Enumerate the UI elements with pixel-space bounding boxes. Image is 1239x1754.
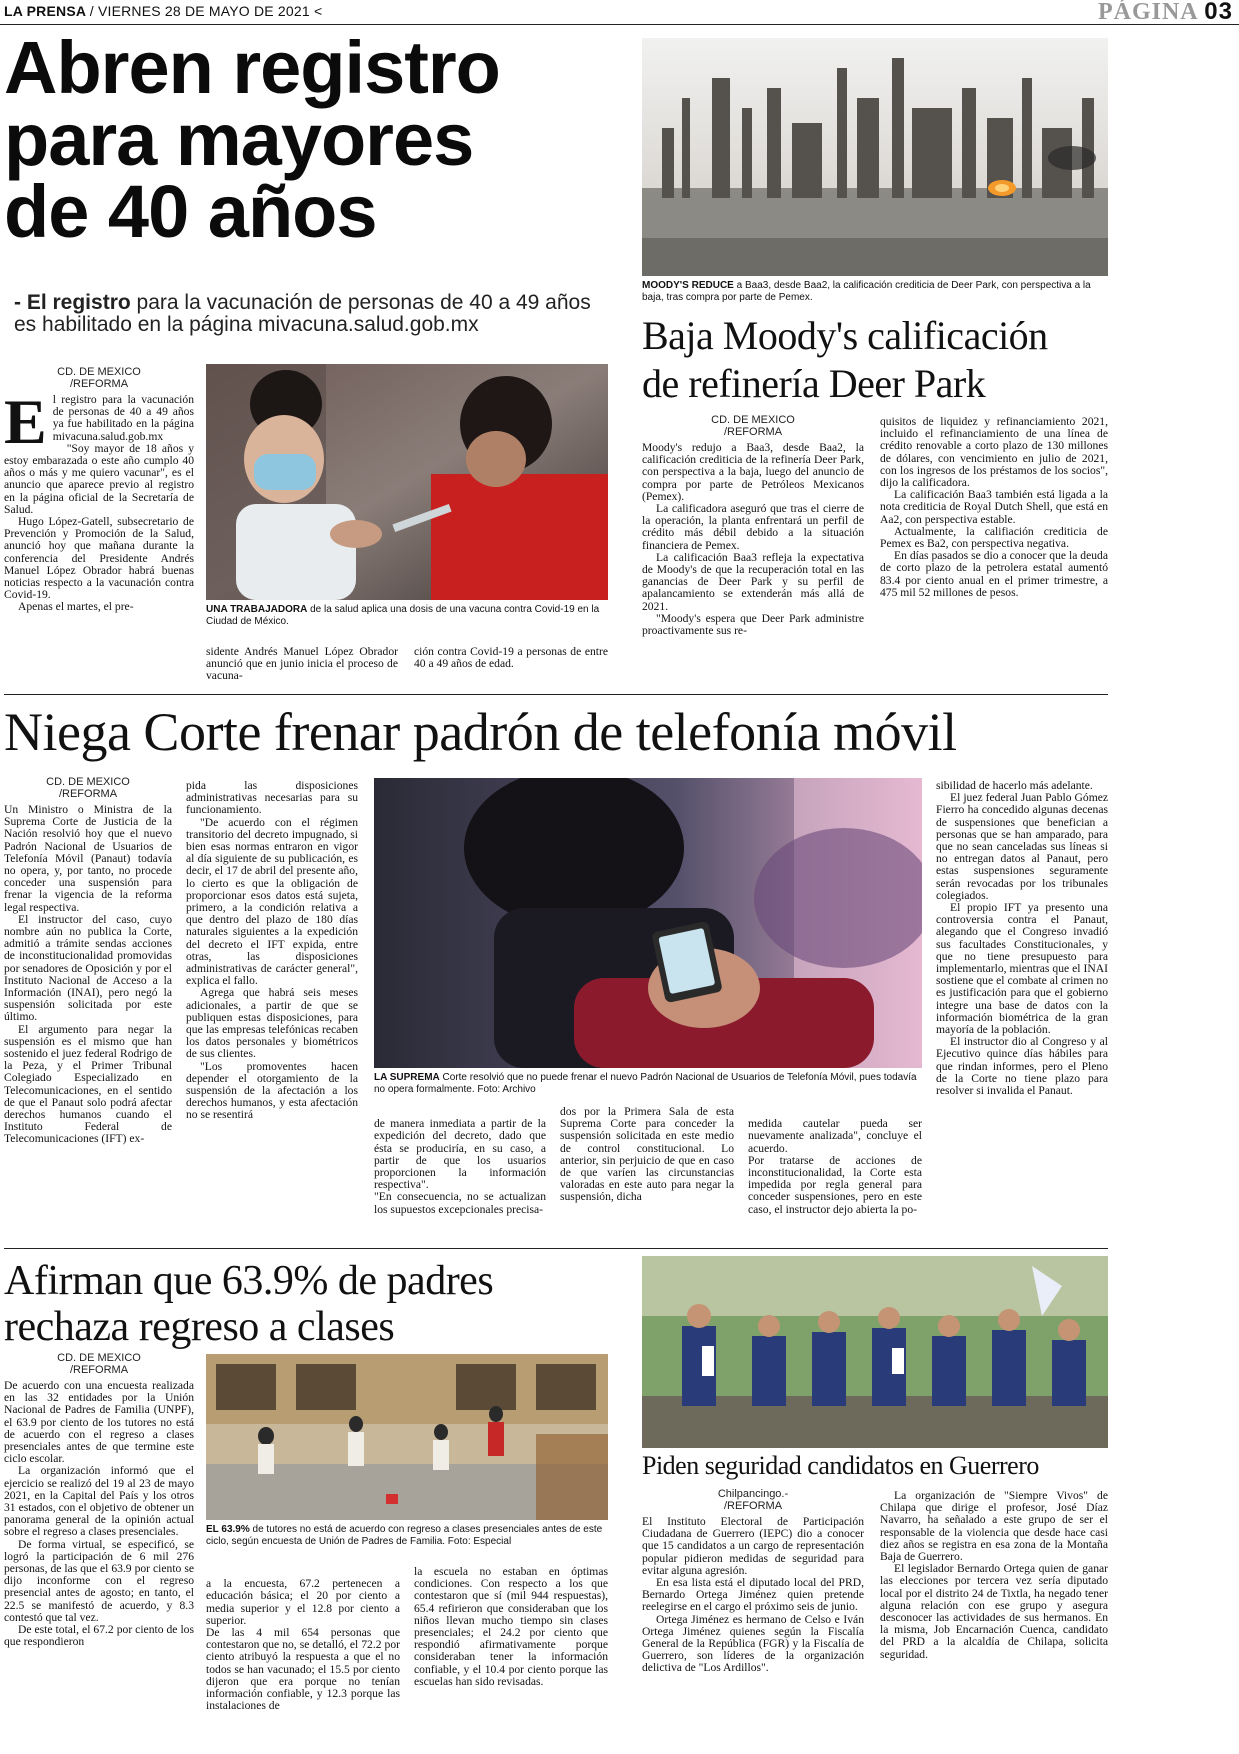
caption-text: de la salud aplica una dosis de una vacuna contra Covid-19 en la Ciudad de México.	[206, 604, 600, 627]
headline-line: Baja Moody's calificación	[642, 313, 1048, 358]
paragraph: Ortega Jiménez es hermano de Celso e Iván Ortega Jiménez quienes según la Fiscalía General de la República (FGR) y la Fiscalía de Guerrero, son líderes de la organización delictiva de "Los Ardillos".	[642, 1612, 864, 1675]
page-number-value: 03	[1204, 0, 1233, 25]
story3-photo-caption	[374, 1072, 922, 1095]
story4-headline	[4, 1258, 624, 1350]
paragraph: En esa lista está el diputado local del PRD, Bernardo Ortega Jiménez quien pretende reelegirse en el cargo el próximo seis de junio.	[642, 1576, 864, 1614]
paragraph: Hugo López-Gatell, subsecretario de Prevención y Promoción de la Salud, anunció hoy que mañana durante la conferencia del Presidente Andrés Manuel López Obrador habrá buenas noticias respecto a la vacunación contra Covid-19.	[4, 515, 194, 602]
paragraph: "De acuerdo con el régimen transitorio del decreto impugnado, si bien esas normas entraron en vigor al día siguiente de su publicación, es decir, el 17 de abril del presente año, lo cierto es que la obligación de proporcionar esos datos está sujeta, primero, a la condición relativa a que dentro del plazo de 180 días naturales siguientes a la expedición del decreto el IFT expida, entre otras, las disposiciones administrativas de carácter general", explica el fallo.	[186, 815, 358, 988]
story4-photo-caption	[206, 1524, 608, 1547]
paragraph: El juez federal Juan Pablo Gómez Fierro ha concedido algunas decenas de suspensiones que benefician a personas que se han amparado, para que no sean canceladas sus líneas si no entregan datos al Panaut, pero estas suspensiones seguramente serán revocadas por los tribunales colegiados.	[936, 791, 1108, 902]
headline-line: de 40 años	[4, 170, 377, 253]
paragraph: Actualmente, la califiación crediticia de Pemex es Ba2, con perspectiva negativa.	[880, 524, 1108, 551]
story1-headline	[4, 26, 624, 253]
paragraph: La calificación Baa3 también está ligada a la nota crediticia de Royal Dutch Shell, que está en Aa2, con perspectiva estable.	[880, 488, 1108, 526]
paragraph: En días pasados se dio a conocer que la deuda de corto plazo de la petrolera estatal aumentó 83.4 por ciento anual en el primer trimestre, a 475 mil 52 millones de pesos.	[880, 549, 1108, 599]
story4-photo-classroom	[206, 1354, 608, 1520]
paragraph: De forma virtual, se especificó, se logró la participación de 6 mil 276 personas, de las que el 63.9 por ciento se dijo inconforme con el regreso presencial antes de agosto; en tanto, el 22.5 se manifestó de acuerdo, y 8.3 contestó que tal vez.	[4, 1537, 194, 1624]
story3-column-3	[374, 1106, 546, 1234]
story3-headline: Niega Corte frenar padrón de telefonía móvil	[4, 702, 957, 762]
story5-photo-candidates	[642, 1256, 1108, 1448]
story2-headline	[642, 312, 1112, 408]
story3-photo-phone	[374, 778, 922, 1068]
story4-column-3	[414, 1566, 608, 1750]
story1-column-3	[414, 646, 608, 686]
headline-line: Afirman que 63.9% de padres	[4, 1258, 494, 1304]
paragraph: medida cautelar pueda ser nuevamente analizada", concluye el acuerdo. Por tratarse de acciones de inconstitucionalidad, la Corte esta impedida por regla general para conceder suspensiones, pero en este caso, el instructor dejo abierta la po-	[748, 1117, 922, 1216]
caption-text: Corte resolvió que no puede frenar el nuevo Padrón Nacional de Usuarios de Telefonía Móvil, pues todavía no opera formalmente. Foto: Archivo	[374, 1072, 917, 1095]
issue-date: / VIERNES 28 DE MAYO DE 2021 <	[89, 3, 323, 19]
refinery-photo-image	[642, 38, 1108, 276]
paragraph: Un Ministro o Ministra de la Suprema Corte de Justicia de la Nación resolvió hoy que el nuevo Padrón Nacional de Usuarios de Telefonía Móvil (Panaut) todavía no opera, y, por tanto, no procede conceder una suspensión para frenar la vigencia de la reforma legal respectiva.	[4, 804, 172, 914]
vaccination-photo-image	[206, 364, 608, 600]
paragraph: "Soy mayor de 18 años y estoy embarazada o este año cumplo 40 años o más y me quiero vacunar", es el anuncio que aparece previo al registro en la página oficial de la Secretaría de Salud.	[4, 441, 194, 516]
deck-text: para la vacunación de personas de 40 a 49 años es habilitado en la página mivacuna.salud.gob.mx	[14, 291, 591, 336]
story1-deck	[14, 292, 614, 336]
paragraph: l registro para la vacunación de personas de 40 a 49 años ya fue habilitado en la página mivacuna.salud.gob.mx	[52, 394, 194, 443]
paragraph: Moody's redujo a Baa3, desde Baa2, la calificación crediticia de la refinería Deer Park, con perspectiva a la baja, luego del anuncio de compra por parte de Petróleos Mexicanos (Pemex).	[642, 442, 864, 503]
paragraph: De este total, el 67.2 por ciento de los que respondieron	[4, 1623, 194, 1649]
paragraph: de manera inmediata a partir de la expedición del decreto, dado que ésta se produciría, en su caso, a partir de que los usuarios proporcionen la información respectiva". "En consecuencia, no se actualizan los supuestos excepcionales precisa-	[374, 1117, 546, 1216]
masthead: LA PRENSA	[4, 3, 86, 19]
story1-column-1	[4, 394, 194, 686]
story4-column-1	[4, 1380, 194, 1750]
paragraph: Agrega que habrá seis meses adicionales, a partir de que se publiquen estas disposiciones, para que las empresas telefónicas recaben los datos personales y biométricos de sus clientes.	[186, 986, 358, 1061]
candidates-photo-image	[642, 1256, 1108, 1448]
paragraph: El Instituto Electoral de Participación Ciudadana de Guerrero (IEPC) dio a conocer que 15 candidatos a un cargo de representación popular pidieron medidas de seguridad para evitar alguna agresión.	[642, 1516, 864, 1577]
phone-photo-image	[374, 778, 922, 1068]
paragraph: El argumento para negar la suspensión es el mismo que han sostenido el juez federal Rodrigo de la Peza, y el Primer Tribunal Colegiado Especializado en Telecomunicaciones, en el sentido de que el Panaut solo podrá afectar derechos humanos cuando el Instituto Federal de Telecomunicaciones (IFT) ex-	[4, 1022, 172, 1146]
section-divider	[4, 1248, 1108, 1249]
story2-photo-caption	[642, 280, 1108, 303]
caption-text: de tutores no está de acuerdo con regreso a clases presenciales antes de este ciclo, según encuesta de Unión de Padres de Familia. Foto: Especial	[206, 1524, 603, 1547]
paragraph: dos por la Primera Sala de esta Suprema Corte para conceder la suspensión solicitada en este medio de control constitucional. Lo anterior, sin perjuicio de que en caso de que varíen las circunstancias valoradas en este auto para negar la suspensión, dicha	[560, 1106, 734, 1204]
story2-photo-refinery	[642, 38, 1108, 276]
headline-line: de refinería Deer Park	[642, 361, 986, 406]
paragraph: El propio IFT ya presento una controversia contra el Panaut, alegando que el Congreso invadió sus facultades Constitucionales, y que no tiene presupuesto para implementarlo, mientras que el INAI sostiene que el combate al crimen no es justificación para que el gobierno integre una base de datos con la información biométrica de la gran mayoría de la población.	[936, 901, 1108, 1037]
paragraph: sibilidad de hacerlo más adelante.	[936, 780, 1093, 792]
headline-line: rechaza regreso a clases	[4, 1304, 395, 1350]
story3-column-4	[560, 1106, 734, 1234]
headline-line: Abren registro	[4, 26, 500, 109]
story5-headline: Piden seguridad candidatos en Guerrero	[642, 1451, 1039, 1480]
story5-column-1	[642, 1516, 864, 1750]
paragraph: pida las disposiciones administrativas necesarias para su funcionamiento.	[186, 780, 358, 817]
classroom-photo-image	[206, 1354, 608, 1520]
caption-lead: EL 63.9%	[206, 1524, 250, 1535]
caption-lead: LA SUPREMA	[374, 1072, 440, 1083]
caption-lead: UNA TRABAJADORA	[206, 604, 308, 615]
paragraph: El instructor dio al Congreso y al Ejecutivo quince días hábiles para que rindan informes, pero el Pleno de la Corte no tiene plazo para resolver si invalida el Panaut.	[936, 1035, 1108, 1098]
paragraph: La organización informó que el ejercicio se realizó del 19 al 23 de mayo 2021, en la Capital del País y los otros 31 estados, con el objetivo de obtener un panorama general de la opinión actual sobre el regreso a clases presenciales.	[4, 1464, 194, 1539]
story3-column-1	[4, 804, 172, 1234]
paragraph: "Los promoventes hacen depender el otorgamiento de la suspensión de la afectación a los derechos humanos, y esta afectación no se resentirá	[186, 1059, 358, 1122]
paragraph: La calificadora aseguró que tras el cierre de la operación, la planta enfrentará un perfil de crédito más débil debido a la situación financiera de Pemex.	[642, 502, 864, 552]
deck-lead: - El registro	[14, 291, 131, 314]
story2-column-1	[642, 442, 864, 686]
page-header	[0, 0, 1239, 25]
story4-column-2	[206, 1566, 400, 1750]
paragraph: De acuerdo con una encuesta realizada en las 32 entidades por la Unión Nacional de Padres de Familia (UNPF), el 63.9 por ciento de los tutores no está de acuerdo con el regreso a clases presenciales antes de que termine este ciclo escolar.	[4, 1380, 194, 1466]
paragraph: La organización de "Siempre Vivos" de Chilapa que dirige el profesor, José Díaz Navarro, ha señalado a este grupo de ser el responsable de la violencia que desde hace casi diez años se registra en esa zona de la Montaña Baja de Guerrero.	[880, 1490, 1108, 1564]
page-label: PÁGINA	[1097, 0, 1198, 25]
story5-dateline: Chilpancingo.- /REFORMA	[717, 1488, 789, 1512]
paragraph: El legislador Bernardo Ortega quien de ganar las elecciones por tercera vez sería diputado local por el distrito 24 de Tixtla, ha negado tener alguna relación con ese grupo y asegura desconocer las actividades de sus hermanos. En la misma, Job Encarnación Cuenca, candidato del PRD a la alcaldía de Chilapa, solicita seguridad.	[880, 1562, 1108, 1661]
story1-dateline: CD. DE MEXICO /REFORMA	[57, 366, 141, 390]
headline-line: para mayores	[4, 98, 474, 181]
caption-lead: MOODY'S REDUCE	[642, 280, 734, 291]
paragraph: a la encuesta, 67.2 pertenecen a educación básica; el 20 por ciento a media superior y el 12.8 por ciento a superior. De las 4 mil 654 personas que contestaron que no, se detalló, el 72.2 por ciento atribuyó la respuesta a que el no todos se han vacunado; el 15.5 por ciento dijeron que era porque no tenían información confiable, y 12.3 porque las instalaciones de	[206, 1577, 400, 1713]
story2-dateline: CD. DE MEXICO /REFORMA	[711, 414, 795, 438]
story3-column-2	[186, 780, 358, 1234]
story3-column-5	[748, 1106, 922, 1234]
paragraph: El instructor del caso, cuyo nombre aún no publica la Corte, admitió a trámite sendas acciones de inconstitucionalidad promovidas por senadores de Oposición y por el Instituto Nacional de Acceso a la Información (INAI), pero negó la suspensión solicitada por este último.	[4, 912, 172, 1024]
paragraph: la escuela no estaban en óptimas condiciones. Con respecto a los que contestaron que sí (mil 944 respuestas), 65.4 refirieron que consideraban que los niños llevan mucho tiempo sin clases presenciales; el 24.2 por ciento que respondió afirmativamente porque consideraban tener la información confiable, y el 10.4 por ciento porque las escuelas han sido revisadas.	[414, 1566, 608, 1688]
drop-cap: E	[4, 394, 47, 457]
page-number	[1098, 0, 1233, 26]
story2-column-2	[880, 416, 1108, 686]
story1-photo-vaccination	[206, 364, 608, 600]
masthead-dateline	[4, 3, 322, 19]
paragraph: Apenas el martes, el pre-	[18, 600, 134, 614]
story1-column-2	[206, 646, 398, 686]
story3-dateline: CD. DE MEXICO /REFORMA	[46, 776, 130, 800]
story4-dateline: CD. DE MEXICO /REFORMA	[57, 1352, 141, 1376]
paragraph: sidente Andrés Manuel López Obrador anunció que en junio inicia el proceso de vacuna-	[206, 646, 398, 683]
story5-column-2	[880, 1490, 1108, 1750]
caption-text: a Baa3, desde Baa2, la calificación crediticia de Deer Park, con perspectiva a la baja, tras compra por parte de Pemex.	[642, 280, 1091, 303]
story1-photo-caption	[206, 604, 608, 627]
section-divider	[4, 694, 1108, 695]
story3-column-6	[936, 780, 1108, 1234]
paragraph: quisitos de liquidez y refinanciamiento 2021, incluido el refinanciamiento de una línea de crédito renovable a corto plazo de 130 millones de dólares, con vencimiento en julio de 2021, con los ingresos de los préstamos de los socios", dijo la calificadora.	[880, 416, 1108, 490]
paragraph: La calificación Baa3 refleja la expectativa de Moody's de que la recuperación total en las ganancias de Deer Park y su perfil de apalancamiento se extenderán más allá de 2021.	[642, 550, 864, 613]
paragraph: ción contra Covid-19 a personas de entre 40 a 49 años de edad.	[414, 646, 608, 671]
paragraph: "Moody's espera que Deer Park administre proactivamente sus re-	[642, 611, 864, 638]
